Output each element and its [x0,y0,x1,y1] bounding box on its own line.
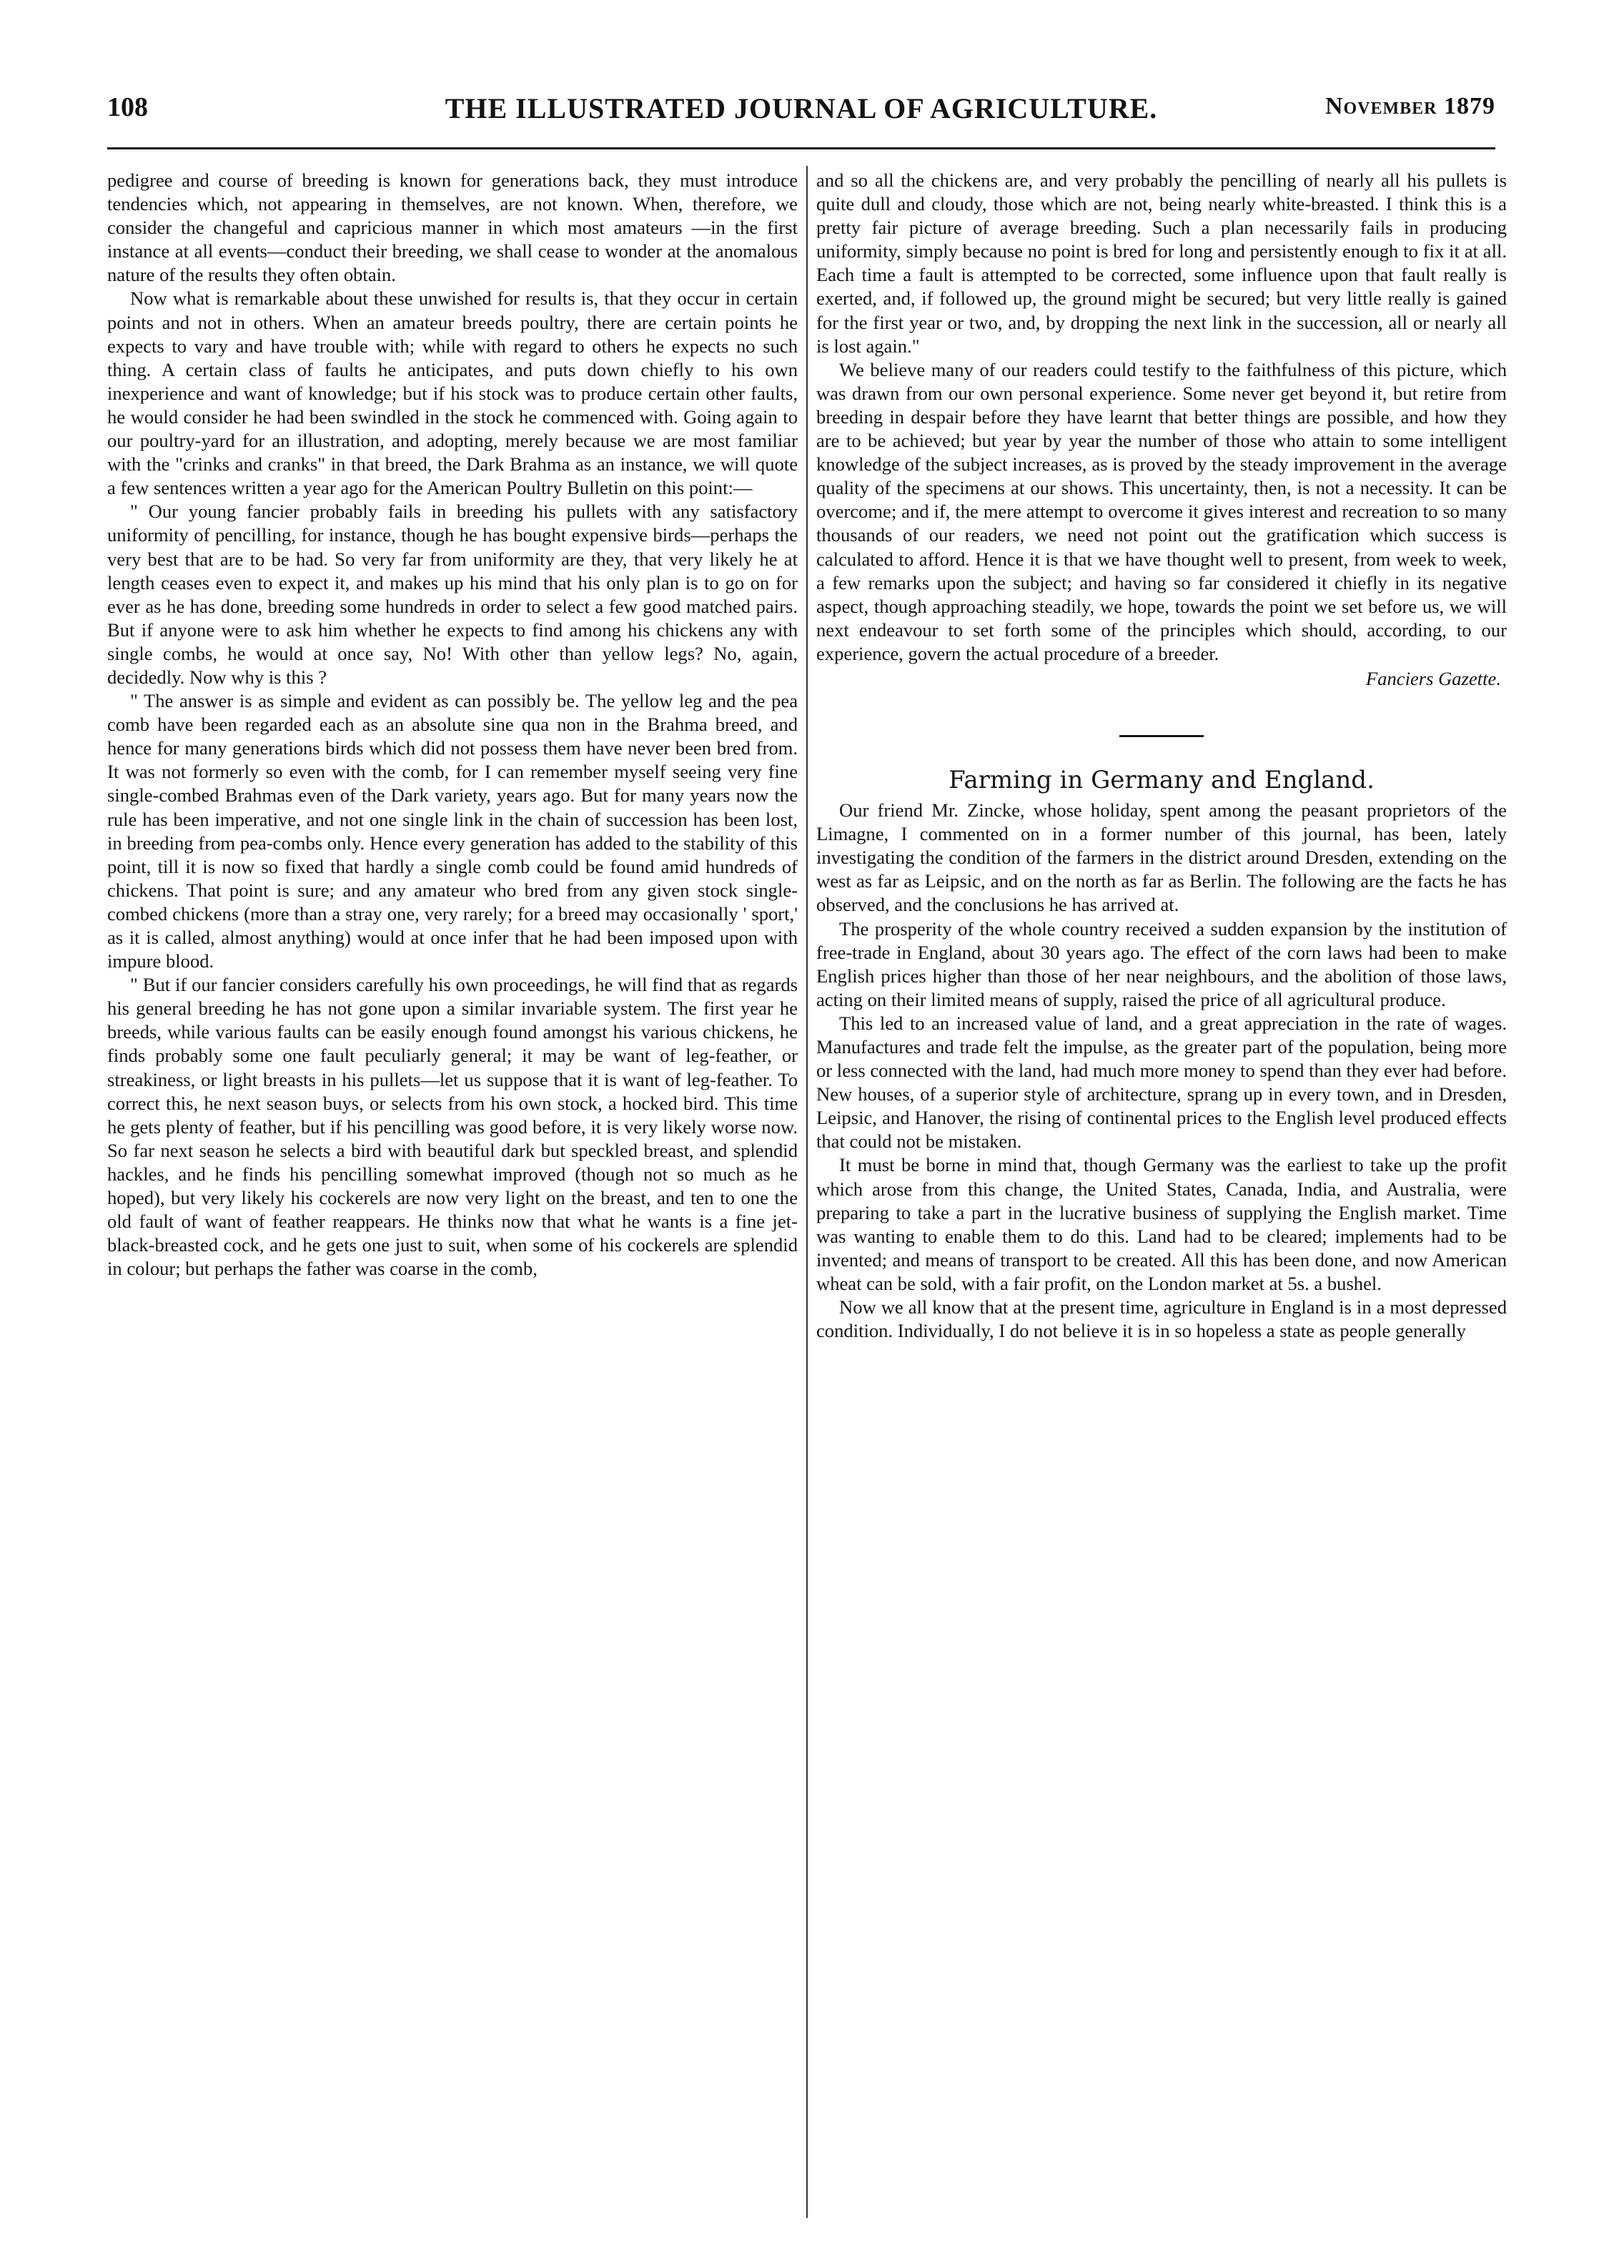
paragraph: and so all the chickens are, and very probably the pencilling of nearly all his pullets is quite dull and cloudy, those which are not, being nearly white-breasted. I think this is a pretty fair picture of average breeding. Such a plan necessarily fails in producing uniformity, simply because no point is bred for long and persistently enough to fix it at all. Each time a fault is attempted to be corrected, some influence upon that fault really is exerted, and, if followed up, the ground might be secured; but very little really is gained for the first year or two, and, by dropping the next link in the succession, all or nearly all is lost again." [816,169,1507,357]
paragraph: " Our young fancier probably fails in breeding his pullets with any satisfactory uniformity of pencilling, for instance, though he has bought expensive birds—perhaps the very best that are to be had. So very far from uniformity are they, that very likely he at length ceases even to expect it, and makes up his mind that his only plan is to go on for ever as he has done, breeding some hundreds in order to select a few good matched pairs. But if anyone were to ask him whether he expects to find among his chickens any with single combs, he would at once say, No! With other than yellow legs? No, again, decidedly. Now why is this ? [107,501,798,688]
source-attribution: Fanciers Gazette. [1365,667,1501,689]
paragraph: Now what is remarkable about these unwished for results is, that they occur in certain points and not in others. When an amateur breeds poultry, there are certain points he expects to vary and have trouble with; while with regard to others he expects no such thing. A certain class of faults he anticipates, and puts down chiefly to his own inexperience and want of knowledge; but if his stock was to produce certain other faults, he would consider he had been swindled in the stock he commenced with. Going again to our poultry-yard for an illustration, and adopting, merely because we are most familiar with the "crinks and cranks" in that breed, the Dark Brahma as an instance, we will quote a few sentences written a year ago for the American Poultry Bulletin on this point:— [107,287,798,499]
paragraph: Now we all know that at the present time, agriculture in England is in a most depressed condition. Individually, I do not believe it is in so hopeless a state as people generally [816,1296,1507,1342]
column-divider [806,166,808,2218]
paragraph: It must be borne in mind that, though Germany was the earliest to take up the profit which arose from this change, the United States, Canada, India, and Australia, were preparing to take a part in the lucrative business of supplying the English market. Time was wanting to enable them to do this. Land had to be cleared; implements had to be invented; and means of transport to be created. All this has been done, and now American wheat can be sold, with a fair profit, on the London market at 5s. a bushel. [816,1154,1507,1294]
section-divider [1119,735,1204,737]
page-header [107,92,1495,139]
paragraph: This led to an increased value of land, and a great appreciation in the rate of wages. Manufactures and trade felt the impulse, as the greater part of the population, being more or less connected with the land, had much more money to spend than they ever had before. New houses, of a superior style of architecture, sprang up in every town, and in Dresden, Leipsic, and Hanover, the rising of continental prices to the English level produced effects that could not be mistaken. [816,1012,1507,1153]
page-number: 108 [107,92,148,122]
paragraph: Our friend Mr. Zincke, whose holiday, spent among the peasant proprietors of the Limagne, I commented on in a former number of this journal, has been, lately investigating the condition of the farmers in the district around Dresden, extending on the west as far as Leipsic, and on the north as far as Berlin. The following are the facts he has observed, and the conclusions he has arrived at. [816,799,1507,916]
right-column [816,169,1507,1343]
paragraph: " The answer is as simple and evident as can possibly be. The yellow leg and the pea comb have been regarded each as an absolute sine qua non in the Brahma breed, and hence for many generations birds which did not possess them have never been bred from. It was not formerly so even with the comb, for I can remember myself seeing very fine single-combed Brahmas even of the Dark variety, years ago. But for many years now the rule has been imperative, and not one single link in the chain of succession has been lost, in breeding from pea-combs only. Hence every generation has added to the stability of this point, till it is now so fixed that hardly a single comb could be found amid hundreds of chickens. That point is sure; and any amateur who bred from any given stock single-combed chickens (more than a stray one, very rarely; for a breed may occasionally ' sport,' as it is called, almost anything) would at once infer that he had been imposed upon with impure blood. [107,690,798,972]
issue-date: November 1879 [1325,93,1495,119]
paragraph: The prosperity of the whole country received a sudden expansion by the institution of free-trade in England, about 30 years ago. The effect of the corn laws had been to make English prices higher than those of her near neighbours, and the abolition of those laws, acting on their limited means of supply, raised the price of all agricultural produce. [816,917,1507,1010]
header-rule [107,147,1495,149]
left-column [107,169,798,1281]
journal-title: THE ILLUSTRATED JOURNAL OF AGRICULTURE. [445,92,1158,124]
paragraph: " But if our fancier considers carefully his own proceedings, he will find that as regards his general breeding he has not gone upon a similar invariable system. The first year he breeds, while various faults can be easily enough found amongst his various chickens, he finds probably some one fault peculiarly general; it may be want of leg-feather, or streakiness, or light breasts in his pullets—let us suppose that it is want of leg-feather. To correct this, he next season buys, or selects from his own stock, a hocked bird. This time he gets plenty of feather, but if his pencilling was good before, it is very likely worse now. So far next season he selects a bird with beautiful dark but speckled breast, and splendid hackles, and he finds his pencilling somewhat improved (though not so much as he hoped), but very likely his cockerels are now very light on the breast, and ten to one the old fault of want of feather reappears. He thinks now that what he wants is a fine jet-black-breasted cock, and he gets one just to suit, when some of his cockerels are splendid in colour; but perhaps the father was coarse in the comb, [107,974,798,1280]
paragraph: pedigree and course of breeding is known for generations back, they must introduce tendencies which, not appearing in themselves, are not known. When, therefore, we consider the changeful and capricious manner in which most amateurs —in the first instance at all events—conduct their breeding, we shall cease to wonder at the anomalous nature of the results they often obtain. [107,169,798,286]
section-title: Farming in Germany and England. [949,766,1375,795]
paragraph: We believe many of our readers could testify to the faithfulness of this picture, which was drawn from our own personal experience. Some never get beyond it, but retire from breeding in despair before they have learnt that better things are possible, and how they are to be achieved; but year by year the number of those who attain to some intelligent knowledge of the subject increases, as is proved by the steady improvement in the average quality of the specimens at our shows. This uncertainty, then, is not a necessity. It can be overcome; and if, the mere attempt to overcome it gives interest and recreation to so many thousands of our readers, we need not point out the gratification which success is calculated to afford. Hence it is that we have thought well to present, from week to week, a few remarks upon the subject; and having so far considered it chiefly in its negative aspect, though approaching steadily, we hope, towards the point we set before us, we will next endeavour to set forth some of the principles which should, according, to our experience, govern the actual procedure of a breeder. [816,358,1507,664]
